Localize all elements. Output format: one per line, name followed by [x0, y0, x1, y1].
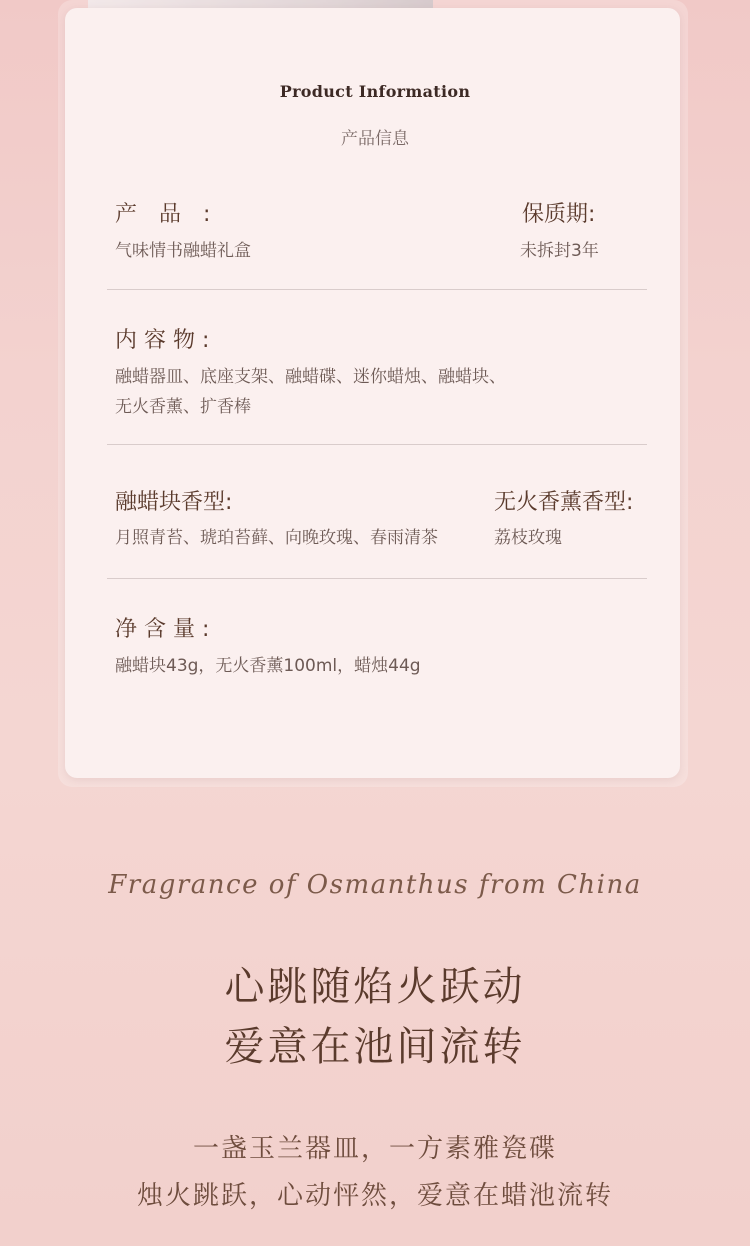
net-content-value: 融蜡块43g，无火香薰100ml，蜡烛44g [115, 656, 421, 676]
description-line-2: 烛火跳跃，心动怦然，爱意在蜡池流转 [136, 1181, 613, 1211]
shelf-life-label: 保质期: [522, 202, 596, 227]
wax-scent-value: 月照青苔、琥珀苔藓、向晚玫瑰、春雨清茶 [115, 528, 438, 548]
info-title-en: Product Information [279, 82, 471, 101]
description-line-1: 一盏玉兰器皿，一方素雅瓷碟 [192, 1134, 557, 1164]
diffuser-scent-value: 荔枝玫瑰 [494, 528, 562, 548]
divider [107, 578, 647, 579]
tagline-line-1: 心跳随焰火跃动 [224, 964, 526, 1010]
shelf-life-value: 未拆封3年 [520, 241, 599, 261]
wax-scent-label: 融蜡块香型: [115, 490, 233, 515]
divider [107, 289, 647, 290]
diffuser-scent-label: 无火香薰香型: [494, 490, 634, 515]
tagline-en: Fragrance of Osmanthus from China [108, 870, 642, 900]
contents-label: 内 容 物 : [115, 328, 210, 353]
product-value: 气味情书融蜡礼盒 [115, 241, 251, 261]
contents-line-2: 无火香薰、扩香棒 [115, 397, 251, 417]
divider [107, 444, 647, 445]
contents-line-1: 融蜡器皿、底座支架、融蜡碟、迷你蜡烛、融蜡块、 [115, 367, 506, 387]
tagline-line-2: 爱意在池间流转 [224, 1024, 526, 1070]
info-title-cn: 产品信息 [341, 129, 409, 149]
product-label: 产 品 : [115, 202, 211, 227]
net-content-label: 净 含 量 : [115, 617, 210, 642]
